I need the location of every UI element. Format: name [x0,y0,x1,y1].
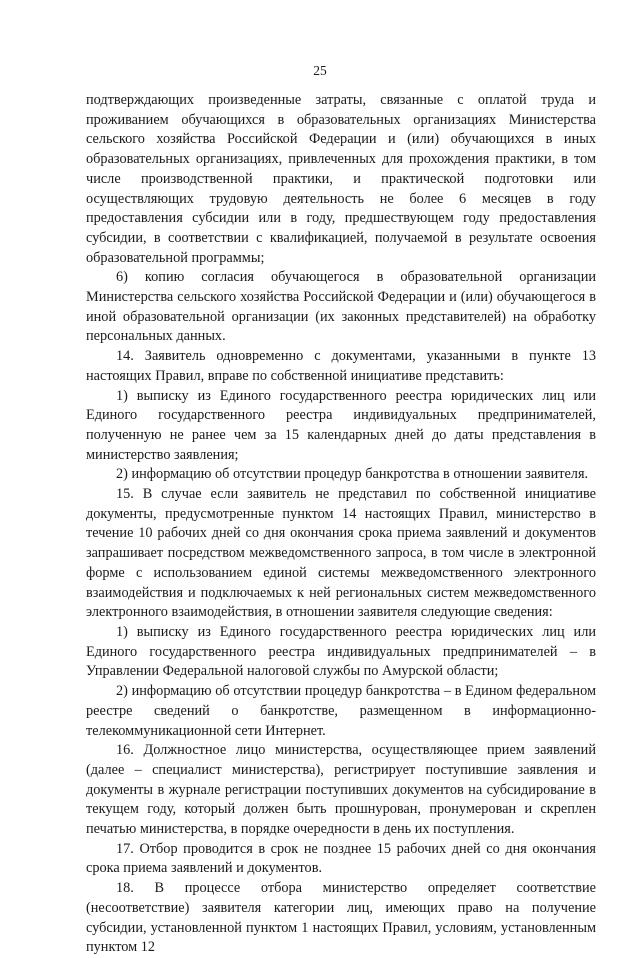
paragraph-clause-14: 14. Заявитель одновременно с документами, указанными в пункте 13 настоящих Правил, вправе по собственной инициативе представить: [86,348,596,384]
paragraph-continuation: подтверждающих произведенные затраты, связанные с оплатой труда и проживанием обучающихся в образовательных организациях Министерства сельского хозяйства Российской Федерации и (или) обучающихся в иных образовательных организациях, привлеченных для прохождения практики, в том числе производственной практики, и практической подготовки или осуществляющих трудовую деятельность не более 6 месяцев в году предоставления субсидии или в году, предшествующем году предоставления субсидии, в соответствии с квалификацией, получаемой в результате освоения образовательной программы; [86,92,596,266]
paragraph-clause-18: 18. В процессе отбора министерство определяет соответствие (несоответствие) заявителя категории лиц, имеющих право на получение субсидии, установленной пунктом 1 настоящих Правил, условиям, установленным пунктом 12 [86,880,596,956]
paragraph-clause-15-item-1: 1) выписку из Единого государственного реестра юридических лиц или Единого государственного реестра индивидуальных предпринимателей – в Управлении Федеральной налоговой службы по Амурской области; [86,623,596,680]
paragraph-clause-17: 17. Отбор проводится в срок не позднее 15 рабочих дней со дня окончания срока приема заявлений и документов. [86,840,596,877]
page-number: 25 [313,63,327,78]
paragraph-clause-14-item-2: 2) информацию об отсутствии процедур банкротства в отношении заявителя. [116,466,589,483]
paragraph-clause-15: 15. В случае если заявитель не представил по собственной инициативе документы, предусмотренные пунктом 14 настоящих Правил, министерство в течение 10 рабочих дней со дня окончания срока приема заявлений и документов запрашивает посредством межведомственного запроса, в том числе в электронной форме с использованием единой системы межведомственного электронного взаимодействия и подключаемых к ней региональных систем межведомственного электронного взаимодействия, в отношении заявителя следующие сведения: [86,486,596,621]
document-body [86,91,596,958]
paragraph-clause-16: 16. Должностное лицо министерства, осуществляющее прием заявлений (далее – специалист министерства), регистрирует поступившие заявления и документы в журнале регистрации поступивших документов на субсидирование в текущем году, который должен быть прошнурован, пронумерован и скреплен печатью министерства, в порядке очередности в день их поступления. [86,742,596,838]
paragraph-item-6: 6) копию согласия обучающегося в образовательной организации Министерства сельского хозяйства Российской Федерации и (или) обучающегося в иной образовательной организации (их законных представителей) на обработку персональных данных. [86,269,596,345]
paragraph-clause-15-item-2: 2) информацию об отсутствии процедур банкротства – в Едином федеральном реестре сведений о банкротстве, размещенном в информационно-телекоммуникационной сети Интернет. [86,683,596,739]
paragraph-clause-14-item-1: 1) выписку из Единого государственного реестра юридических лиц или Единого государственного реестра индивидуальных предпринимателей, полученную не ранее чем за 15 календарных дней до даты представления в министерство заявления; [86,387,596,463]
